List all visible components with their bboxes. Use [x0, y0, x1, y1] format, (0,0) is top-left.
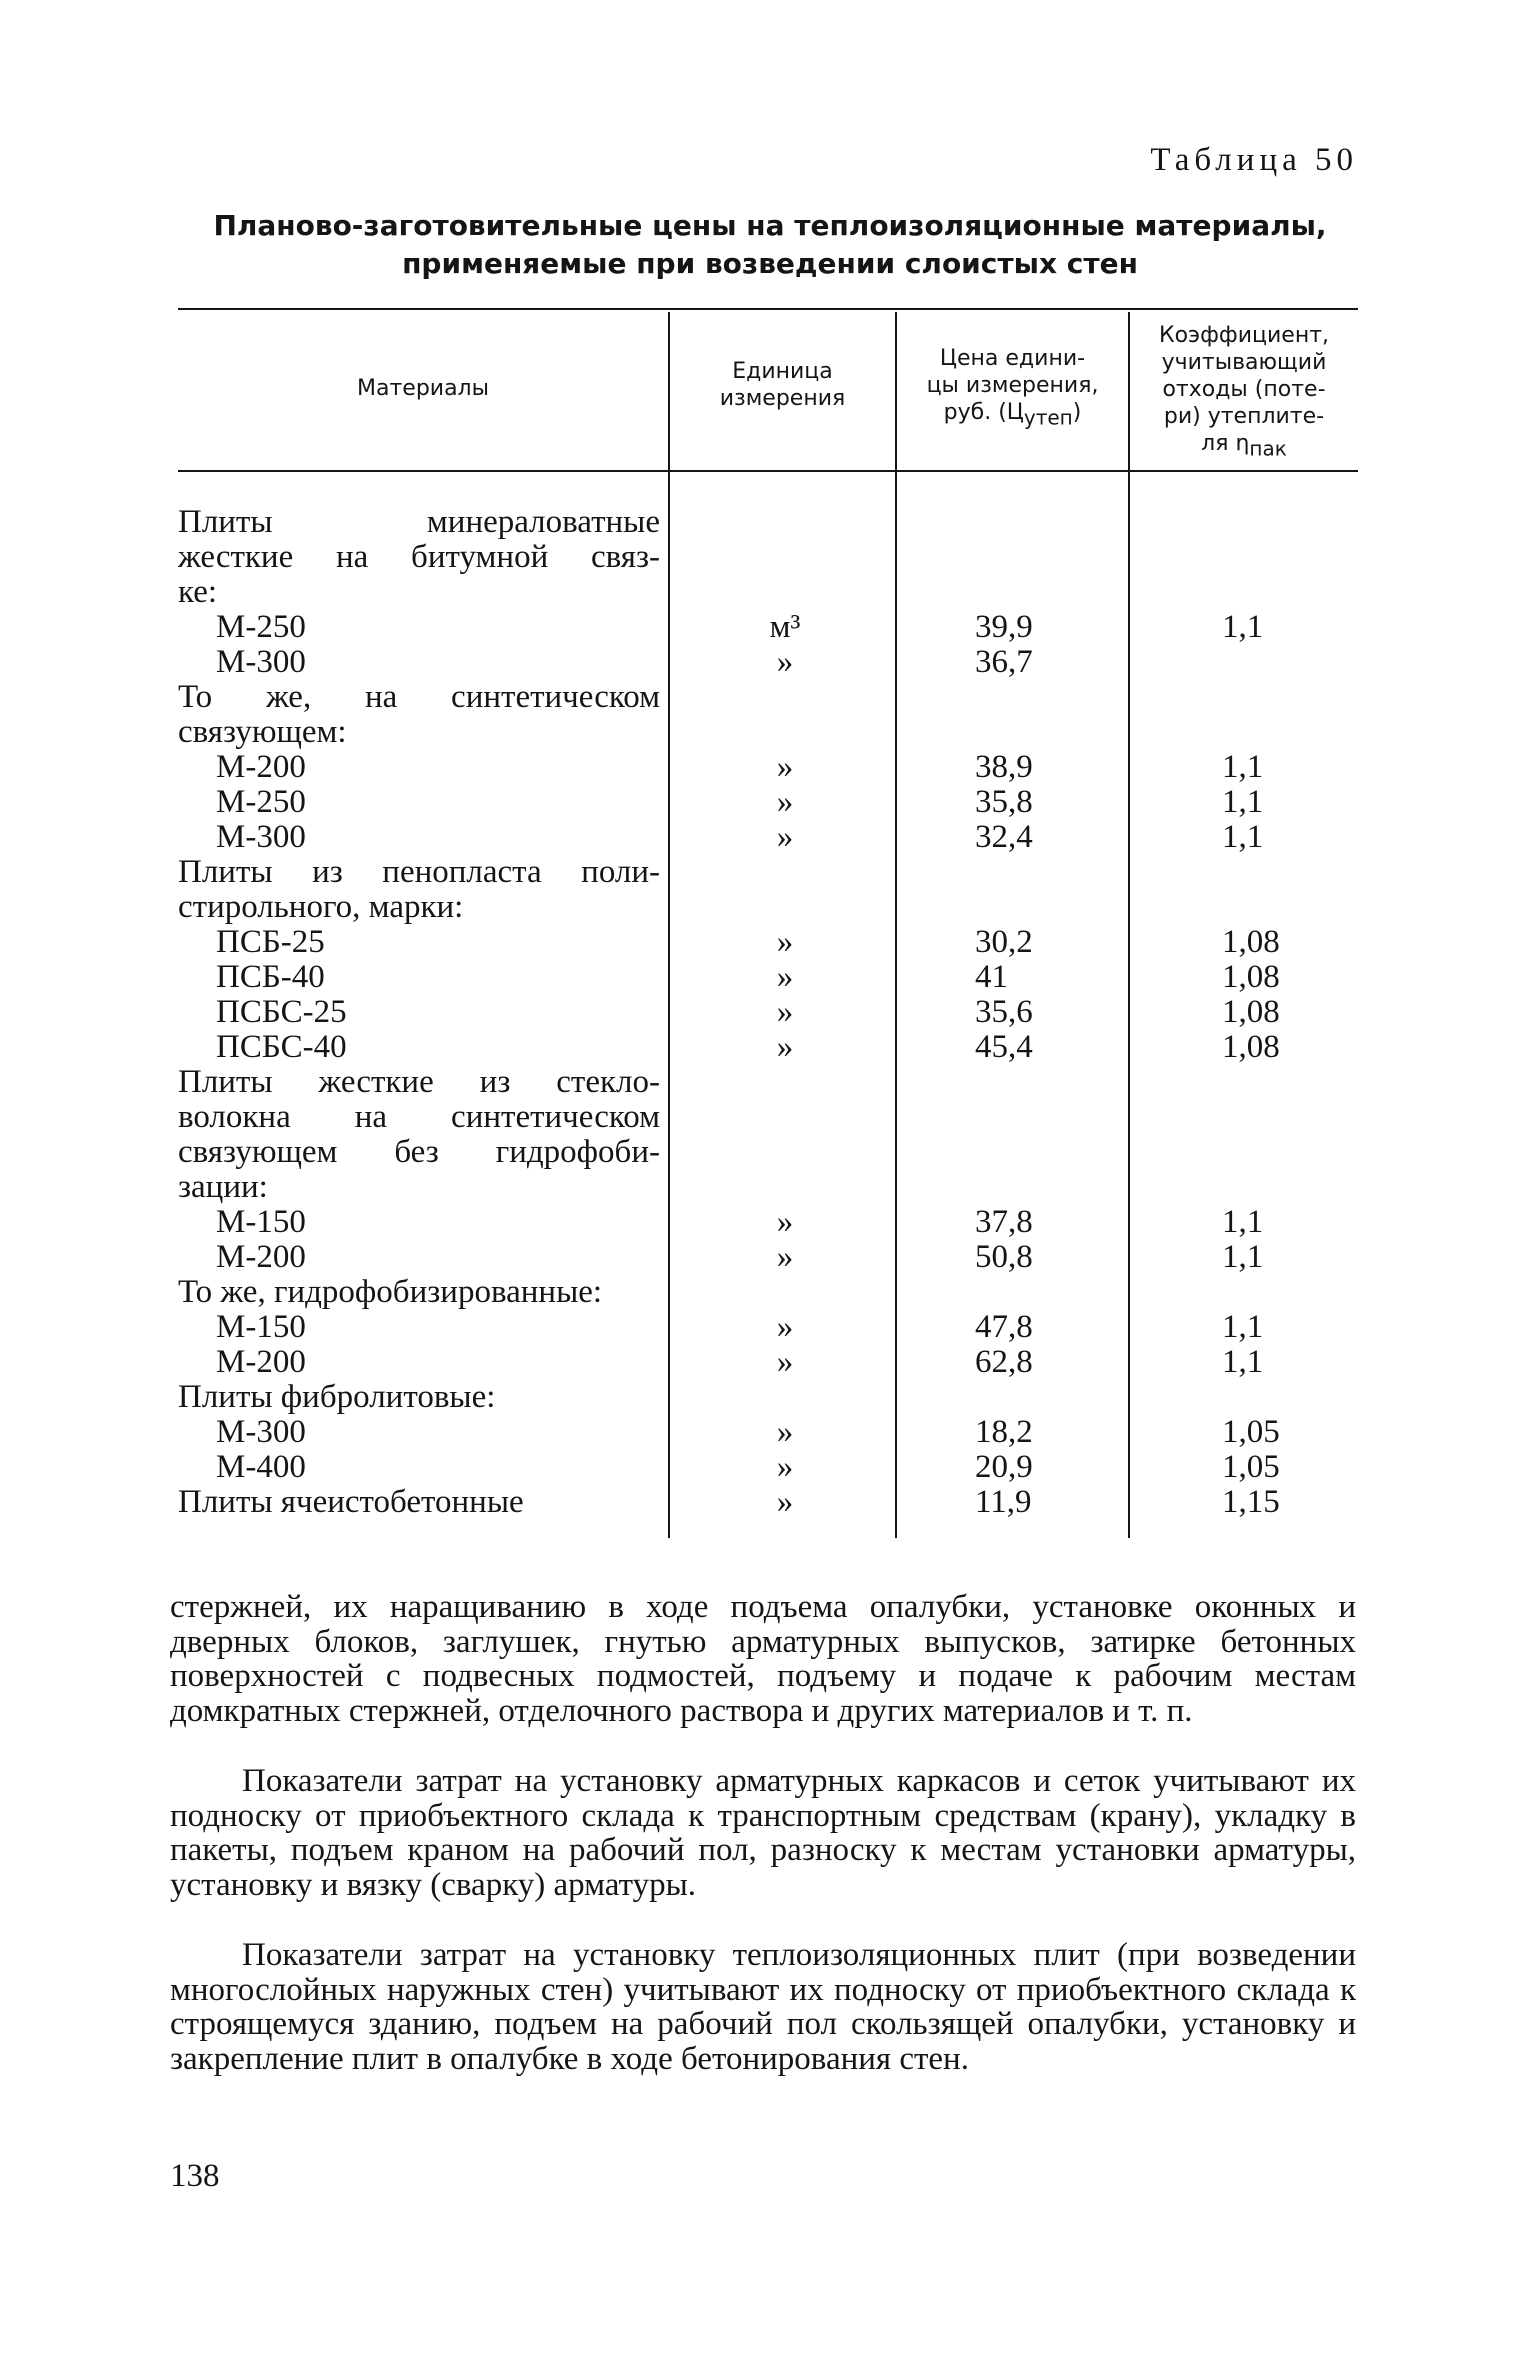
header-coefficient: Коэффициент, учитывающий отходы (поте- ри) утеплите- ля $\eta_{пак}$ — [1158, 323, 1330, 461]
paragraph-reinforcement: Показатели затрат на установку арматурных каркасов и сеток учитывают их подноску от приобъектного склада к транспортным средствам (крану), укладку в пакеты, подъем краном на рабочий пол, разноску к местам установки арматуры, установку и вязку (сварку) арматуры. — [170, 1763, 1356, 1903]
table-row: ке: — [178, 574, 218, 610]
table-row: М-250 » 35,8 1,1 — [216, 784, 1264, 820]
header-price: Цена едини- цы измерения, руб. $(Ц_{утеп})$ — [926, 346, 1099, 430]
table-row: Плиты минераловатные — [178, 504, 660, 540]
page-number: 138 — [170, 2158, 220, 2194]
table-row: Плиты из пенопласта поли- — [178, 854, 660, 890]
table-row: М-250 м³ 39,9 1,1 — [216, 609, 1264, 645]
table-row: М-300 » 18,2 1,05 — [216, 1414, 1280, 1450]
table-row: Плиты фибролитовые: — [178, 1379, 496, 1415]
paragraph-continuation: стержней, их наращиванию в ходе подъема опалубки, установке оконных и дверных блоков, заглушек, гнутью арматурных выпусков, затирке бетонных поверхностей с подвесных подмостей, подъему и подаче к рабочим местам домкратных стержней, отделочного раствора и других материалов и т. п. — [170, 1589, 1356, 1729]
table-caption — [170, 207, 1370, 283]
table-row: зации: — [178, 1169, 268, 1205]
table-row: Плиты ячеистобетонные » 11,9 1,15 — [178, 1484, 1280, 1520]
table-header-rule — [178, 470, 1358, 472]
header-material: Материалы — [357, 376, 489, 401]
table-row: М-400 » 20,9 1,05 — [216, 1449, 1280, 1485]
table-row: ПСБ-25 » 30,2 1,08 — [216, 924, 1280, 960]
table-row: М-200 » 62,8 1,1 — [216, 1344, 1264, 1380]
caption-line-1: Планово-заготовительные цены на теплоизоляционные материалы, — [213, 209, 1327, 242]
table-row: ПСБ-40 » 41 1,08 — [216, 959, 1280, 995]
table-row: М-150 » 37,8 1,1 — [216, 1204, 1264, 1240]
table-row: стирольного, марки: — [178, 889, 464, 925]
header-unit: Единица измерения — [719, 359, 846, 411]
table-top-rule — [178, 308, 1358, 310]
table-row: ПСБС-25 » 35,6 1,08 — [216, 994, 1280, 1030]
table-row: связующем без гидрофоби- — [178, 1134, 660, 1170]
paragraph-insulation: Показатели затрат на установку теплоизоляционных плит (при возведении многослойных наружных стен) учитывают их подноску от приобъектного склада к строящемуся зданию, подъем на рабочий пол скользящей опалубки, установку и закрепление плит в опалубке в ходе бетонирования стен. — [170, 1937, 1356, 2077]
table-row: ПСБС-40 » 45,4 1,08 — [216, 1029, 1280, 1065]
table-row: М-150 » 47,8 1,1 — [216, 1309, 1264, 1345]
table-row: жесткие на битумной связ- — [178, 539, 660, 575]
table-row: То же, на синтетическом — [178, 679, 660, 715]
table-row: М-300 » 36,7 — [216, 644, 1033, 680]
table-row: Плиты жесткие из стекло- — [178, 1064, 660, 1100]
caption-line-2: применяемые при возведении слоистых стен — [402, 247, 1138, 280]
table-row: связующем: — [178, 714, 347, 750]
table-row: То же, гидрофобизированные: — [178, 1274, 603, 1310]
table-label: Таблица 50 — [1150, 142, 1358, 178]
table-row: волокна на синтетическом — [178, 1099, 660, 1135]
table-row: М-200 » 50,8 1,1 — [216, 1239, 1264, 1275]
table-row: М-200 » 38,9 1,1 — [216, 749, 1264, 785]
table-row: М-300 » 32,4 1,1 — [216, 819, 1264, 855]
